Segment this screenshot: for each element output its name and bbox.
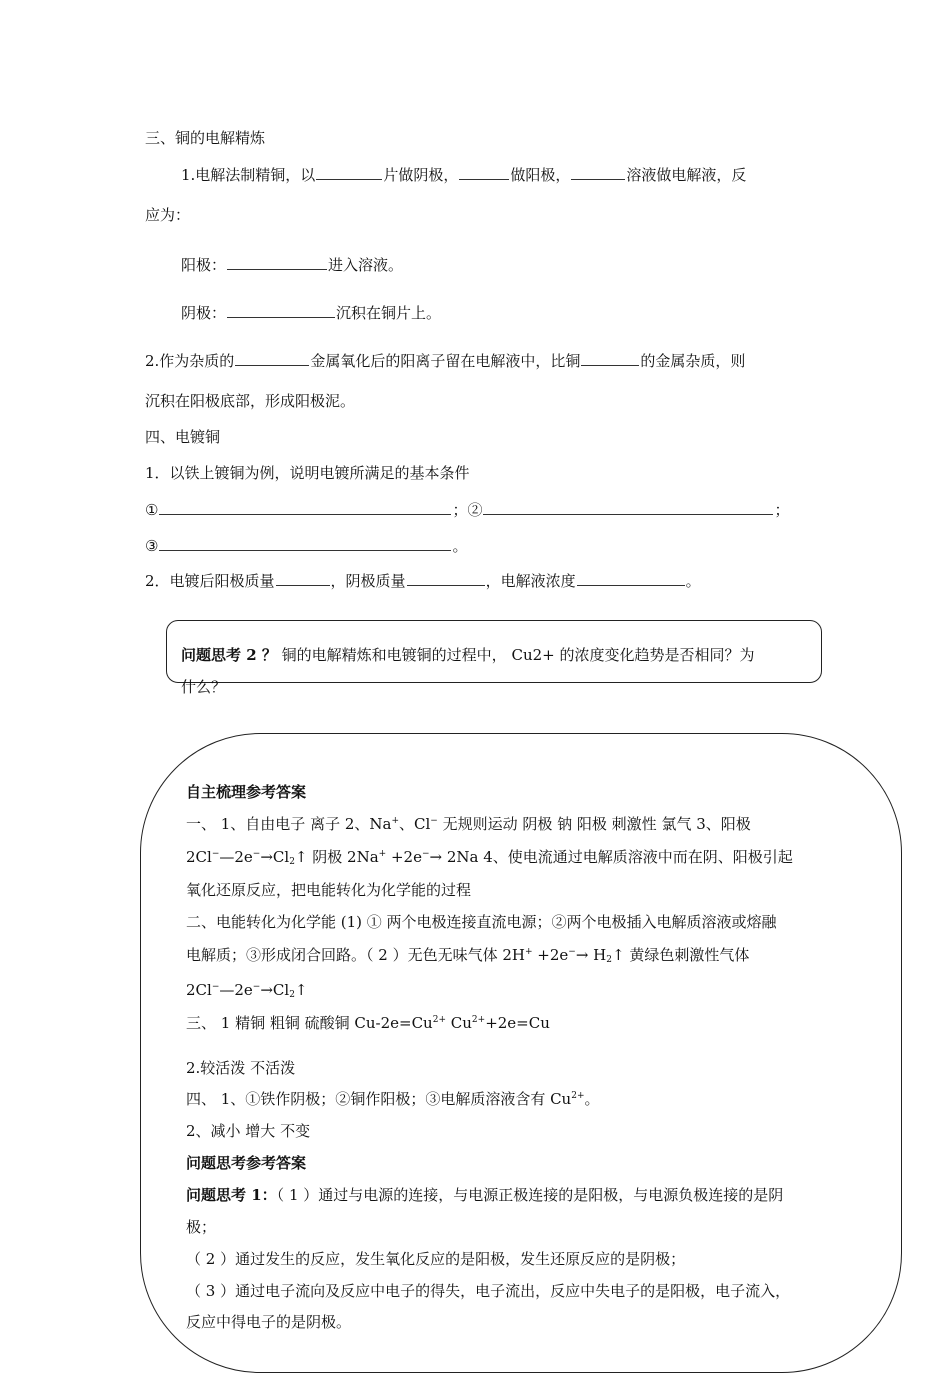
answer-line-1 — [186, 814, 751, 834]
q2-4-text-d: 。 — [685, 572, 701, 590]
conditions-line-1 — [145, 499, 789, 520]
q2-4-text-b: ，阴极质量 — [330, 572, 406, 590]
a6-sup1: − — [211, 982, 220, 992]
a5-b: +2e — [532, 946, 569, 964]
q1-text-a: 1.电解法制精铜，以 — [181, 166, 316, 184]
q1-text-d: 溶液做电解液，反 — [626, 166, 747, 184]
blank-condition-2[interactable] — [483, 499, 773, 515]
blank-cathode-reaction[interactable] — [227, 302, 335, 318]
answer-line-5 — [186, 945, 749, 965]
a2-sup2: − — [252, 849, 261, 859]
a7-sup1: 2+ — [432, 1015, 446, 1025]
sep-2: ；② — [452, 501, 483, 519]
a7-c: +2e=Cu — [485, 1014, 550, 1032]
a2-a: 2Cl — [186, 848, 212, 866]
a1-b: 、Cl — [399, 815, 431, 833]
blank-cathode-mass[interactable] — [407, 570, 485, 586]
section3-q1-cont: 应为： — [145, 206, 191, 224]
a9-b: 。 — [584, 1090, 600, 1108]
a1-c: 无规则运动 阴极 钠 阳极 刺激性 氯气 3、阳极 — [437, 815, 751, 833]
anode-label: 阳极： — [181, 256, 227, 274]
think1-line-1 — [186, 1185, 783, 1205]
section3-q2-line — [145, 350, 745, 371]
think1-line-2: 极； — [186, 1218, 217, 1236]
a1-sup2: − — [430, 816, 438, 826]
answer-line-8: 2.较活泼 不活泼 — [186, 1059, 296, 1077]
end-1: ； — [774, 501, 790, 519]
think1-line-4: （ 3 ）通过电子流向及反应中电子的得失，电子流出，反应中失电子的是阳极，电子流入， — [186, 1282, 791, 1300]
answer-line-3: 氧化还原反应，把电能转化为化学能的过程 — [186, 881, 472, 899]
answer-line-9 — [186, 1089, 600, 1109]
think2-text-c: 的浓度变化趋势是否相同？为 — [559, 646, 755, 664]
answer-line-2 — [186, 847, 793, 867]
q1-text-b: 片做阴极， — [383, 166, 459, 184]
a2-sup3: + — [378, 849, 387, 859]
blank-impurity-active[interactable] — [235, 350, 309, 366]
a2-sup1: − — [211, 849, 220, 859]
q2-text-b: 金属氧化后的阳离子留在电解液中，比铜 — [310, 352, 581, 370]
a2-sup4: − — [421, 849, 430, 859]
a2-e: +2e — [386, 848, 422, 866]
a6-d: ↑ — [294, 981, 308, 999]
conditions-line-2 — [145, 535, 467, 556]
a7-sup2: 2+ — [471, 1015, 486, 1025]
a7-a: 三、 1 精铜 粗铜 硫酸铜 Cu-2e=Cu — [186, 1014, 433, 1032]
a5-sup1: + — [524, 947, 533, 957]
answer-line-10: 2、减小 增大 不变 — [186, 1122, 311, 1140]
answer-line-4: 二、电能转化为化学能 (1) ① 两个电极连接直流电源；②两个电极插入电解质溶液或熔融 — [186, 913, 777, 931]
anode-line — [181, 254, 403, 275]
section4-q2-line — [145, 570, 701, 591]
think2-line — [181, 645, 755, 665]
think1-line-5: 反应中得电子的是阴极。 — [186, 1313, 352, 1331]
cathode-line — [181, 302, 441, 323]
circle-3: ③ — [145, 537, 159, 555]
a6-c: →Cl — [260, 981, 290, 999]
a1-sup1: + — [391, 816, 400, 826]
q1-text-c: 做阳极， — [510, 166, 571, 184]
answer-line-6 — [186, 980, 308, 1000]
section3-q1-line — [181, 164, 746, 185]
blank-electrolyte-conc[interactable] — [577, 570, 685, 586]
a9-a: 四、 1、①铁作阴极；②铜作阳极；③电解质溶液含有 Cu — [186, 1090, 572, 1108]
think2-label: 问题思考 2 ？ — [181, 646, 277, 664]
blank-condition-1[interactable] — [159, 499, 451, 515]
q2-4-text-c: ，电解液浓度 — [485, 572, 576, 590]
q2-text-a: 2.作为杂质的 — [145, 352, 235, 370]
circle-1: ① — [145, 501, 159, 519]
answers-title: 自主梳理参考答案 — [186, 783, 307, 801]
q2-text-c: 的金属杂质，则 — [640, 352, 746, 370]
a2-c: →Cl — [260, 848, 290, 866]
a5-c: → H — [575, 946, 607, 964]
a2-d: ↑ 阴极 2Na — [294, 848, 379, 866]
blank-anode-mass[interactable] — [276, 570, 330, 586]
a2-b: —2e — [219, 848, 253, 866]
think2-cont: 什么？ — [181, 678, 227, 696]
answer-line-7 — [186, 1013, 550, 1033]
a2-sub1: 2 — [289, 857, 295, 867]
think1-text-a: （ 1 ）通过与电源的连接，与电源正极连接的是阳极，与电源负极连接的是阴 — [276, 1186, 784, 1204]
blank-cathode-material[interactable] — [316, 164, 382, 180]
a6-a: 2Cl — [186, 981, 212, 999]
blank-anode-reaction[interactable] — [227, 254, 327, 270]
end-3: 。 — [452, 537, 468, 555]
section4-q1: 1．以铁上镀铜为例，说明电镀所满足的基本条件 — [145, 464, 470, 482]
a9-sup1: 2+ — [571, 1091, 585, 1101]
q2-4-text-a: 2．电镀后阳极质量 — [145, 572, 275, 590]
cathode-tail: 沉积在铜片上。 — [336, 304, 442, 322]
blank-electrolyte[interactable] — [571, 164, 625, 180]
a5-a: 电解质；③形成闭合回路。（ 2 ）无色无味气体 2H — [186, 946, 525, 964]
think1-line-3: （ 2 ）通过发生的反应，发生氧化反应的是阳极，发生还原反应的是阴极； — [186, 1250, 686, 1268]
section4-title: 四、电镀铜 — [145, 428, 221, 446]
think-answers-title: 问题思考参考答案 — [186, 1154, 307, 1172]
blank-impurity-inactive[interactable] — [581, 350, 639, 366]
a6-b: —2e — [219, 981, 253, 999]
a5-sup2: − — [568, 947, 576, 957]
anode-tail: 进入溶液。 — [328, 256, 404, 274]
blank-anode-material[interactable] — [459, 164, 509, 180]
a1-a: 一、 1、自由电子 离子 2、Na — [186, 815, 392, 833]
a6-sub1: 2 — [289, 990, 295, 1000]
section3-title: 三、铜的电解精炼 — [145, 129, 266, 147]
think2-text-a: 铜的电解精炼和电镀铜的过程中， — [281, 646, 507, 664]
section3-q2-cont: 沉积在阳极底部，形成阳极泥。 — [145, 392, 356, 410]
a2-f: → 2Na 4、使电流通过电解质溶液中而在阴、阳极引起 — [429, 848, 793, 866]
think1-label: 问题思考 1： — [186, 1186, 277, 1204]
a5-d: ↑ 黄绿色刺激性气体 — [612, 946, 750, 964]
a5-sub1: 2 — [606, 955, 612, 965]
a6-sup2: − — [252, 982, 261, 992]
think2-text-b: Cu2+ — [511, 646, 555, 664]
cathode-label: 阴极： — [181, 304, 227, 322]
blank-condition-3[interactable] — [159, 535, 451, 551]
a7-b: Cu — [446, 1014, 472, 1032]
